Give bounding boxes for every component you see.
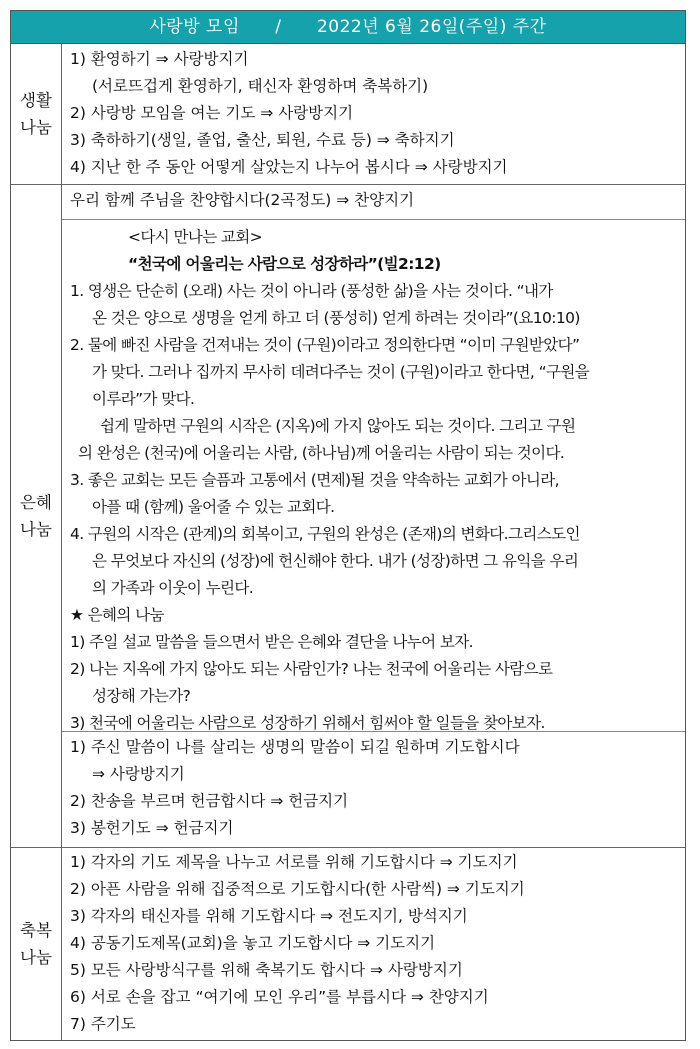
sermon-point-1: 1. 영생은 단순히 (오래) 사는 것이 아니라 (풍성한 삶)을 사는 것이다. “내가 [70, 282, 553, 300]
sermon-title: “천국에 어울리는 사람으로 성장하라”(빌2:12) [128, 255, 441, 273]
grace-question: 3) 천국에 어울리는 사람으로 성장하기 위해서 힘써야 할 일들을 찾아보자. [70, 714, 545, 732]
praise-row [62, 185, 685, 220]
section-grace-sharing [11, 185, 685, 848]
list-item: 3) 각자의 태신자를 위해 기도합시다 ⇒ 전도지기, 방석지기 [70, 907, 468, 925]
section-label: 축복 나눔 [11, 848, 62, 1040]
offering-item: 2) 찬송을 부르며 헌금합시다 ⇒ 헌금지기 [70, 792, 349, 810]
list-item: 1) 환영하기 ⇒ 사랑방지기 [70, 50, 249, 68]
sermon-series: <다시 만나는 교회> [128, 228, 263, 246]
sheet-title: 사랑방 모임 / 2022년 6월 26일(주일) 주간 [11, 11, 685, 44]
grace-question: 1) 주일 설교 말씀을 들으면서 받은 은혜와 결단을 나누어 보자. [70, 633, 473, 651]
list-item-note: (서로뜨겁게 환영하기, 태신자 환영하며 축복하기) [92, 77, 429, 95]
section-life-sharing [11, 44, 685, 185]
list-item: 5) 모든 사랑방식구를 위해 축복기도 합시다 ⇒ 사랑방지기 [70, 961, 463, 979]
list-item: 3) 축하하기(생일, 졸업, 출산, 퇴원, 수료 등) ⇒ 축하지기 [70, 131, 455, 149]
section-body [62, 848, 685, 1040]
offering-row [62, 732, 685, 846]
list-item: 2) 아픈 사람을 위해 집중적으로 기도합시다(한 사람씩) ⇒ 기도지기 [70, 880, 525, 898]
sermon-point-2-cont: 가 맞다. 그러나 집까지 무사히 데려다주는 것이 (구원)이라고 한다면, “구원을 [92, 363, 590, 381]
sermon-point-2-para: 쉽게 말하면 구원의 시작은 (지옥)에 가지 않아도 되는 것이다. 그리고 구원 [100, 417, 576, 435]
offering-item: 3) 봉헌기도 ⇒ 헌금지기 [70, 819, 234, 837]
sermon-point-3: 3. 좋은 교회는 모든 슬픔과 고통에서 (면제)될 것을 약속하는 교회가 아니라, [70, 471, 559, 489]
grace-question-cont: 성장해 가는가? [92, 687, 191, 705]
sermon-point-4-cont: 의 가족과 이웃이 누린다. [92, 579, 254, 597]
list-item: 4) 공동기도제목(교회)을 놓고 기도합시다 ⇒ 기도지기 [70, 934, 436, 952]
sermon-point-4: 4. 구원의 시작은 (관계)의 회복이고, 구원의 완성은 (존재)의 변화다.그리스도인 [70, 525, 580, 543]
offering-item-cont: ⇒ 사랑방지기 [92, 765, 185, 783]
section-label: 은혜 나눔 [11, 185, 62, 847]
life-sharing-items [62, 44, 685, 185]
grace-heading: ★ 은혜의 나눔 [70, 606, 164, 624]
section-label: 생활 나눔 [11, 44, 62, 184]
sermon-point-2-cont: 이루라”가 맞다. [92, 390, 195, 408]
sermon-point-2-para-cont: 의 완성은 (천국)에 어울리는 사람, (하나님)께 어울리는 사람이 되는 것이다. [78, 444, 565, 462]
praise-text: 우리 함께 주님을 찬양합시다(2곡정도) ⇒ 찬양지기 [70, 191, 415, 209]
sermon-row [62, 220, 685, 732]
meeting-sheet [10, 10, 686, 1041]
sermon-point-3-cont: 아플 때 (함께) 울어줄 수 있는 교회다. [92, 498, 335, 516]
blessing-items [62, 848, 685, 1042]
offering-item: 1) 주신 말씀이 나를 살리는 생명의 말씀이 되길 원하며 기도합시다 [70, 738, 520, 756]
list-item: 4) 지난 한 주 동안 어떻게 살았는지 나누어 봅시다 ⇒ 사랑방지기 [70, 158, 508, 176]
list-item: 2) 사랑방 모임을 여는 기도 ⇒ 사랑방지기 [70, 104, 354, 122]
section-blessing-sharing [11, 848, 685, 1040]
section-body [62, 44, 685, 184]
list-item: 7) 주기도 [70, 1015, 136, 1033]
section-body [62, 185, 685, 847]
sermon-point-4-cont: 은 무엇보다 자신의 (성장)에 헌신해야 한다. 내가 (성장)하면 그 유익을 우리 [92, 552, 579, 570]
grace-question: 2) 나는 지옥에 가지 않아도 되는 사람인가? 나는 천국에 어울리는 사람으로 [70, 660, 553, 678]
list-item: 6) 서로 손을 잡고 “여기에 모인 우리”를 부릅시다 ⇒ 찬양지기 [70, 988, 489, 1006]
sermon-point-2: 2. 물에 빠진 사람을 건져내는 것이 (구원)이라고 정의한다면 “이미 구원받았다” [70, 336, 580, 354]
list-item: 1) 각자의 기도 제목을 나누고 서로를 위해 기도합시다 ⇒ 기도지기 [70, 853, 518, 871]
sermon-point-1-cont: 온 것은 양으로 생명을 얻게 하고 더 (풍성히) 얻게 하려는 것이라”(요10:10) [92, 309, 580, 327]
